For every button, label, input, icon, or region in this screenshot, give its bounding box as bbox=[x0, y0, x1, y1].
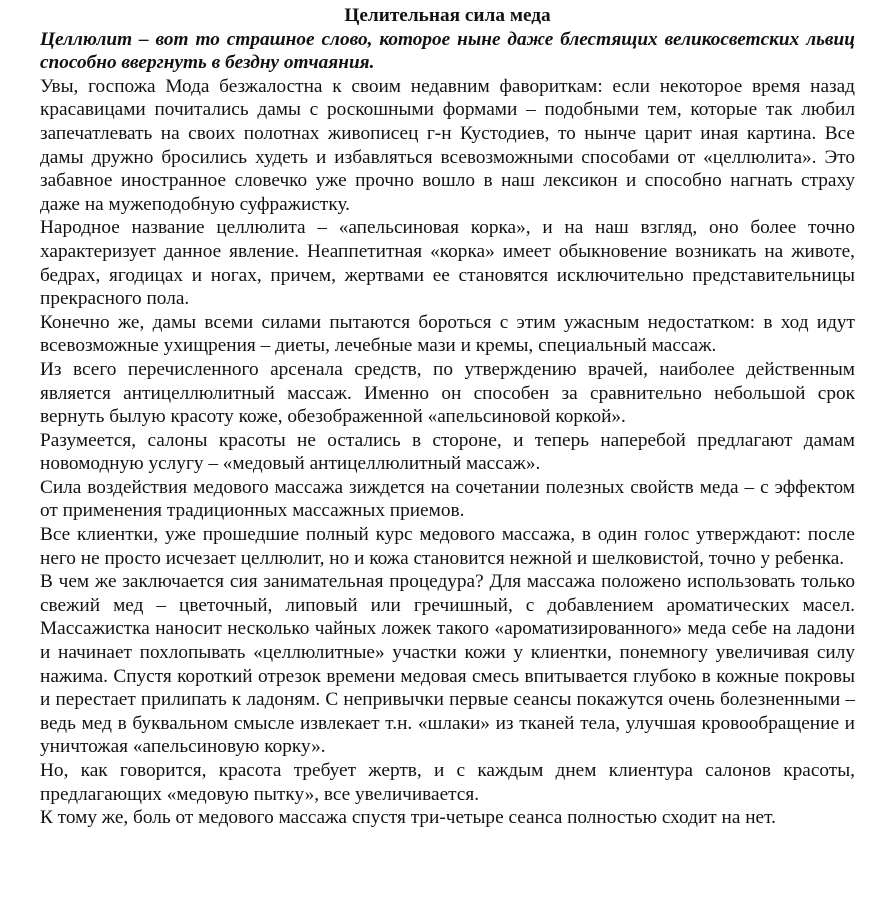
paragraph-4: Из всего перечисленного арсенала средств, по утверждению врачей, наиболее действенным является антицеллюлитный массаж. Именно он способен за сравнительно небольшой срок вернуть былую красоту коже, обезображенной «апельсиновой коркой». bbox=[40, 358, 855, 428]
document-title: Целительная сила меда bbox=[344, 5, 551, 26]
paragraph-10: К тому же, боль от медового массажа спустя три-четыре сеанса полностью сходит на нет. bbox=[40, 807, 776, 829]
paragraph-8: В чем же заключается сия занимательная процедура? Для массажа положено использовать только свежий мед – цветочный, липовый или гречишный, с добавлением ароматических масел. Массажистка наносит несколько чайных ложек такого «ароматизированного» меда себе на ладони и начинает похлопывать «целлюлитные» участки кожи у клиентки, понемногу увеличивая силу нажима. Спустя короткий отрезок времени медовая смесь впитывается глубоко в кожные покровы и перестает прилипать к ладоням. С непривычки первые сеансы покажутся очень болезненными – ведь мед в буквальном смысле извлекает т.н. «шлаки» из тканей тела, улучшая кровообращение и уничтожая «апельсиновую корку». bbox=[40, 571, 855, 758]
paragraph-1: Увы, госпожа Мода безжалостна к своим недавним фавориткам: если некоторое время назад красавицами почитались дамы с роскошными формами – подобными тем, которые так любил запечатлевать на своих полотнах живописец г-н Кустодиев, то нынче царит иная картина. Все дамы дружно бросились худеть и избавляться всевозможными способами от «целлюлита». Это забавное иностранное словечко уже прочно вошло в наш лексикон и способно нагнать страху даже на мужеподобную суфражистку. bbox=[40, 75, 855, 215]
paragraph-9: Но, как говорится, красота требует жертв, и с каждым днем клиентура салонов красоты, предлагающих «медовую пытку», все увеличивается. bbox=[40, 760, 855, 805]
lead-paragraph: Целлюлит – вот то страшное слово, которое ныне даже блестящих великосветских львиц способно ввергнуть в бездну отчаяния. bbox=[40, 28, 855, 74]
paragraph-2: Народное название целлюлита – «апельсиновая корка», и на наш взгляд, оно более точно характеризует данное явление. Неаппетитная «корка» имеет обыкновение возникать на животе, бедрах, ягодицах и ногах, причем, жертвами ее становятся исключительно представительницы прекрасного пола. bbox=[40, 217, 855, 310]
paragraph-5: Разумеется, салоны красоты не остались в стороне, и теперь наперебой предлагают дамам новомодную услугу – «медовый антицеллюлитный массаж». bbox=[40, 429, 855, 475]
document-page bbox=[40, 4, 855, 830]
paragraph-3: Конечно же, дамы всеми силами пытаются бороться с этим ужасным недостатком: в ход идут всевозможные ухищрения – диеты, лечебные мази и кремы, специальный массаж. bbox=[40, 311, 855, 357]
paragraph-6: Сила воздействия медового массажа зиждется на сочетании полезных свойств меда – с эффектом от применения традиционных массажных приемов. bbox=[40, 476, 855, 522]
paragraph-7: Все клиентки, уже прошедшие полный курс медового массажа, в один голос утверждают: после него не просто исчезает целлюлит, но и кожа становится нежной и шелковистой, точно у ребенка. bbox=[40, 524, 855, 569]
